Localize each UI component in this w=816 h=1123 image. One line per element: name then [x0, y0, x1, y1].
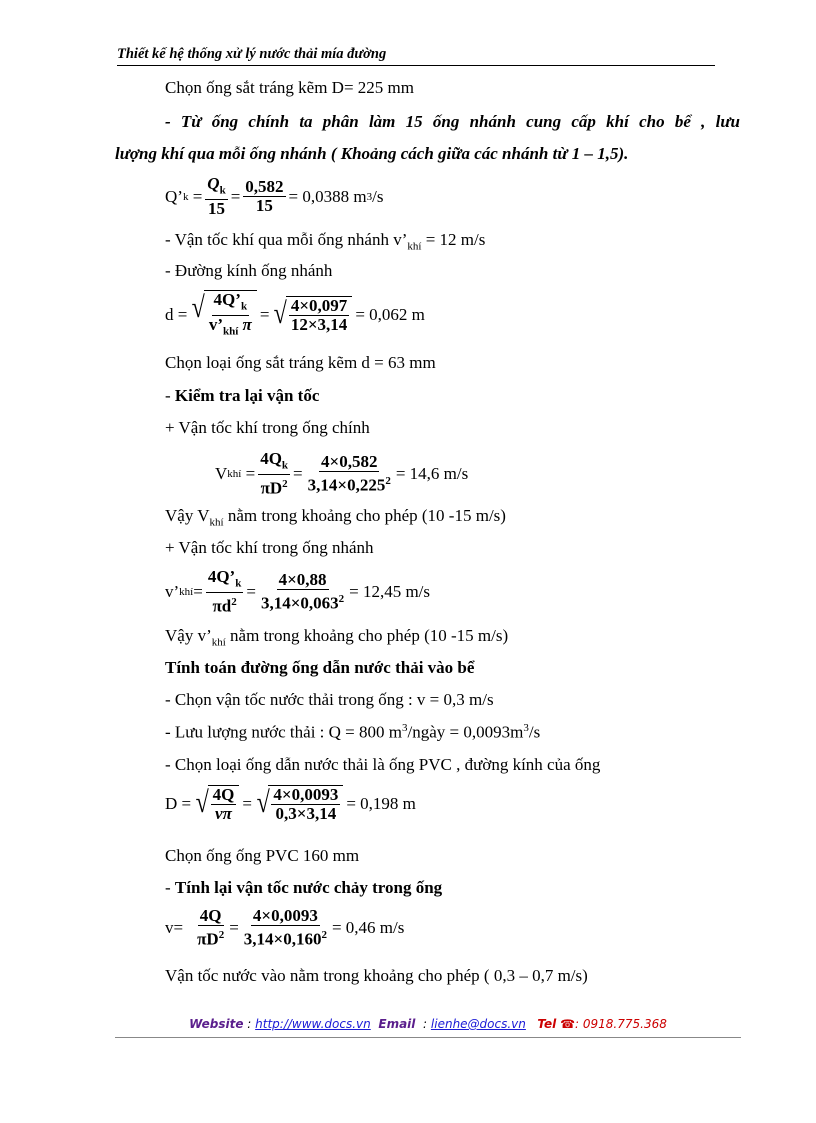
- page-footer: Website : http://www.docs.vn Email : lienhe@docs.vn Tel ☎: 0918.775.368: [115, 1017, 741, 1038]
- text-line: - Chọn loại ống dẫn nước thải là ống PVC , đường kính của ống: [165, 755, 601, 774]
- text-line: Vậy $V_{khí}$ nằm trong khoảng cho phép (10 -15 m/s): [165, 506, 506, 529]
- text-line: - Chọn vận tốc nước thải trong ống : v = 0,3 m/s: [165, 690, 494, 709]
- page-header: Thiết kế hệ thống xử lý nước thải mía đường: [117, 46, 715, 66]
- email-link[interactable]: lienhe@docs.vn: [430, 1017, 526, 1031]
- formula-vkhi-branch: v’ khí = $\frac{4Q’_k}{\pi d^2}$ = $\frac{4\times 0,88}{3,14\times 0,063^2}$ = 12,45 m/s: [165, 567, 431, 617]
- tel-label: Tel: [537, 1017, 557, 1031]
- text-line: + Vận tốc khí trong ống nhánh: [165, 538, 374, 557]
- text-line: Chọn ống sắt tráng kẽm D= 225 mm: [165, 78, 414, 97]
- formula-D: D = √ $\frac{4Q}{v\pi}$ = √ $\frac{4\times 0,0093}{0,3\times 3,14}$ = 0,198 m: [165, 785, 416, 823]
- formula-qk: Q’ k = $\frac{Q_k}{15}$ = $\frac{0,582}{15}$ = 0,0388 m 3 /s: [165, 174, 384, 219]
- text-line: lượng khí qua mỗi ống nhánh ( Khoảng cách giữa các nhánh từ 1 – 1,5).: [115, 144, 629, 163]
- email-label: Email: [378, 1017, 416, 1031]
- text-line: - Vận tốc khí qua mỗi ống nhánh $v’_{khí} = 12$ m/s: [165, 230, 486, 253]
- text-line: - Tính lại vận tốc nước chảy trong ống: [165, 878, 443, 897]
- formula-v: v= $\frac{4Q}{\pi D^2}$ = $\frac{4\times 0,0093}{3,14\times 0,160^2}$ = 0,46 m/s: [165, 906, 405, 949]
- section-heading: Tính toán đường ống dẫn nước thải vào bể: [165, 658, 475, 677]
- website-label: Website: [189, 1017, 244, 1031]
- tel-number: : 0918.775.368: [575, 1017, 667, 1031]
- text-line: Vậy $v’_{khí}$ nằm trong khoảng cho phép (10 -15 m/s): [165, 626, 509, 649]
- text-line: - Lưu lượng nước thải : Q = 800 $m^3$/ngày = $0,0093m^3/s$: [165, 722, 541, 742]
- formula-vkhi: V khí = $\frac{4Q_k}{\pi D^2}$ = $\frac{4\times 0,582}{3,14\times 0,225^2}$ = 14,6 m/s: [215, 449, 469, 499]
- text-line: - Kiểm tra lại vận tốc: [165, 386, 320, 405]
- text-line: Chọn loại ống sắt tráng kẽm d = 63 mm: [165, 353, 436, 372]
- text-line: Chọn ống ống PVC 160 mm: [165, 846, 360, 865]
- phone-icon: ☎: [560, 1017, 576, 1031]
- text-line: + Vận tốc khí trong ống chính: [165, 418, 370, 437]
- text-line: Vận tốc nước vào nằm trong khoảng cho phép ( 0,3 – 0,7 m/s): [165, 966, 588, 985]
- text-line: - Đường kính ống nhánh: [165, 261, 333, 280]
- formula-d: d = √ $\frac{4Q’_k}{v’_{khí} \pi}$ = √ $\frac{4\times 0,097}{12\times 3,14}$ = 0,062 m: [165, 290, 425, 341]
- text-line: - Từ ống chính ta phân làm 15 ống nhánh cung cấp khí cho bể , lưu: [165, 112, 740, 131]
- website-link[interactable]: http://www.docs.vn: [255, 1017, 371, 1031]
